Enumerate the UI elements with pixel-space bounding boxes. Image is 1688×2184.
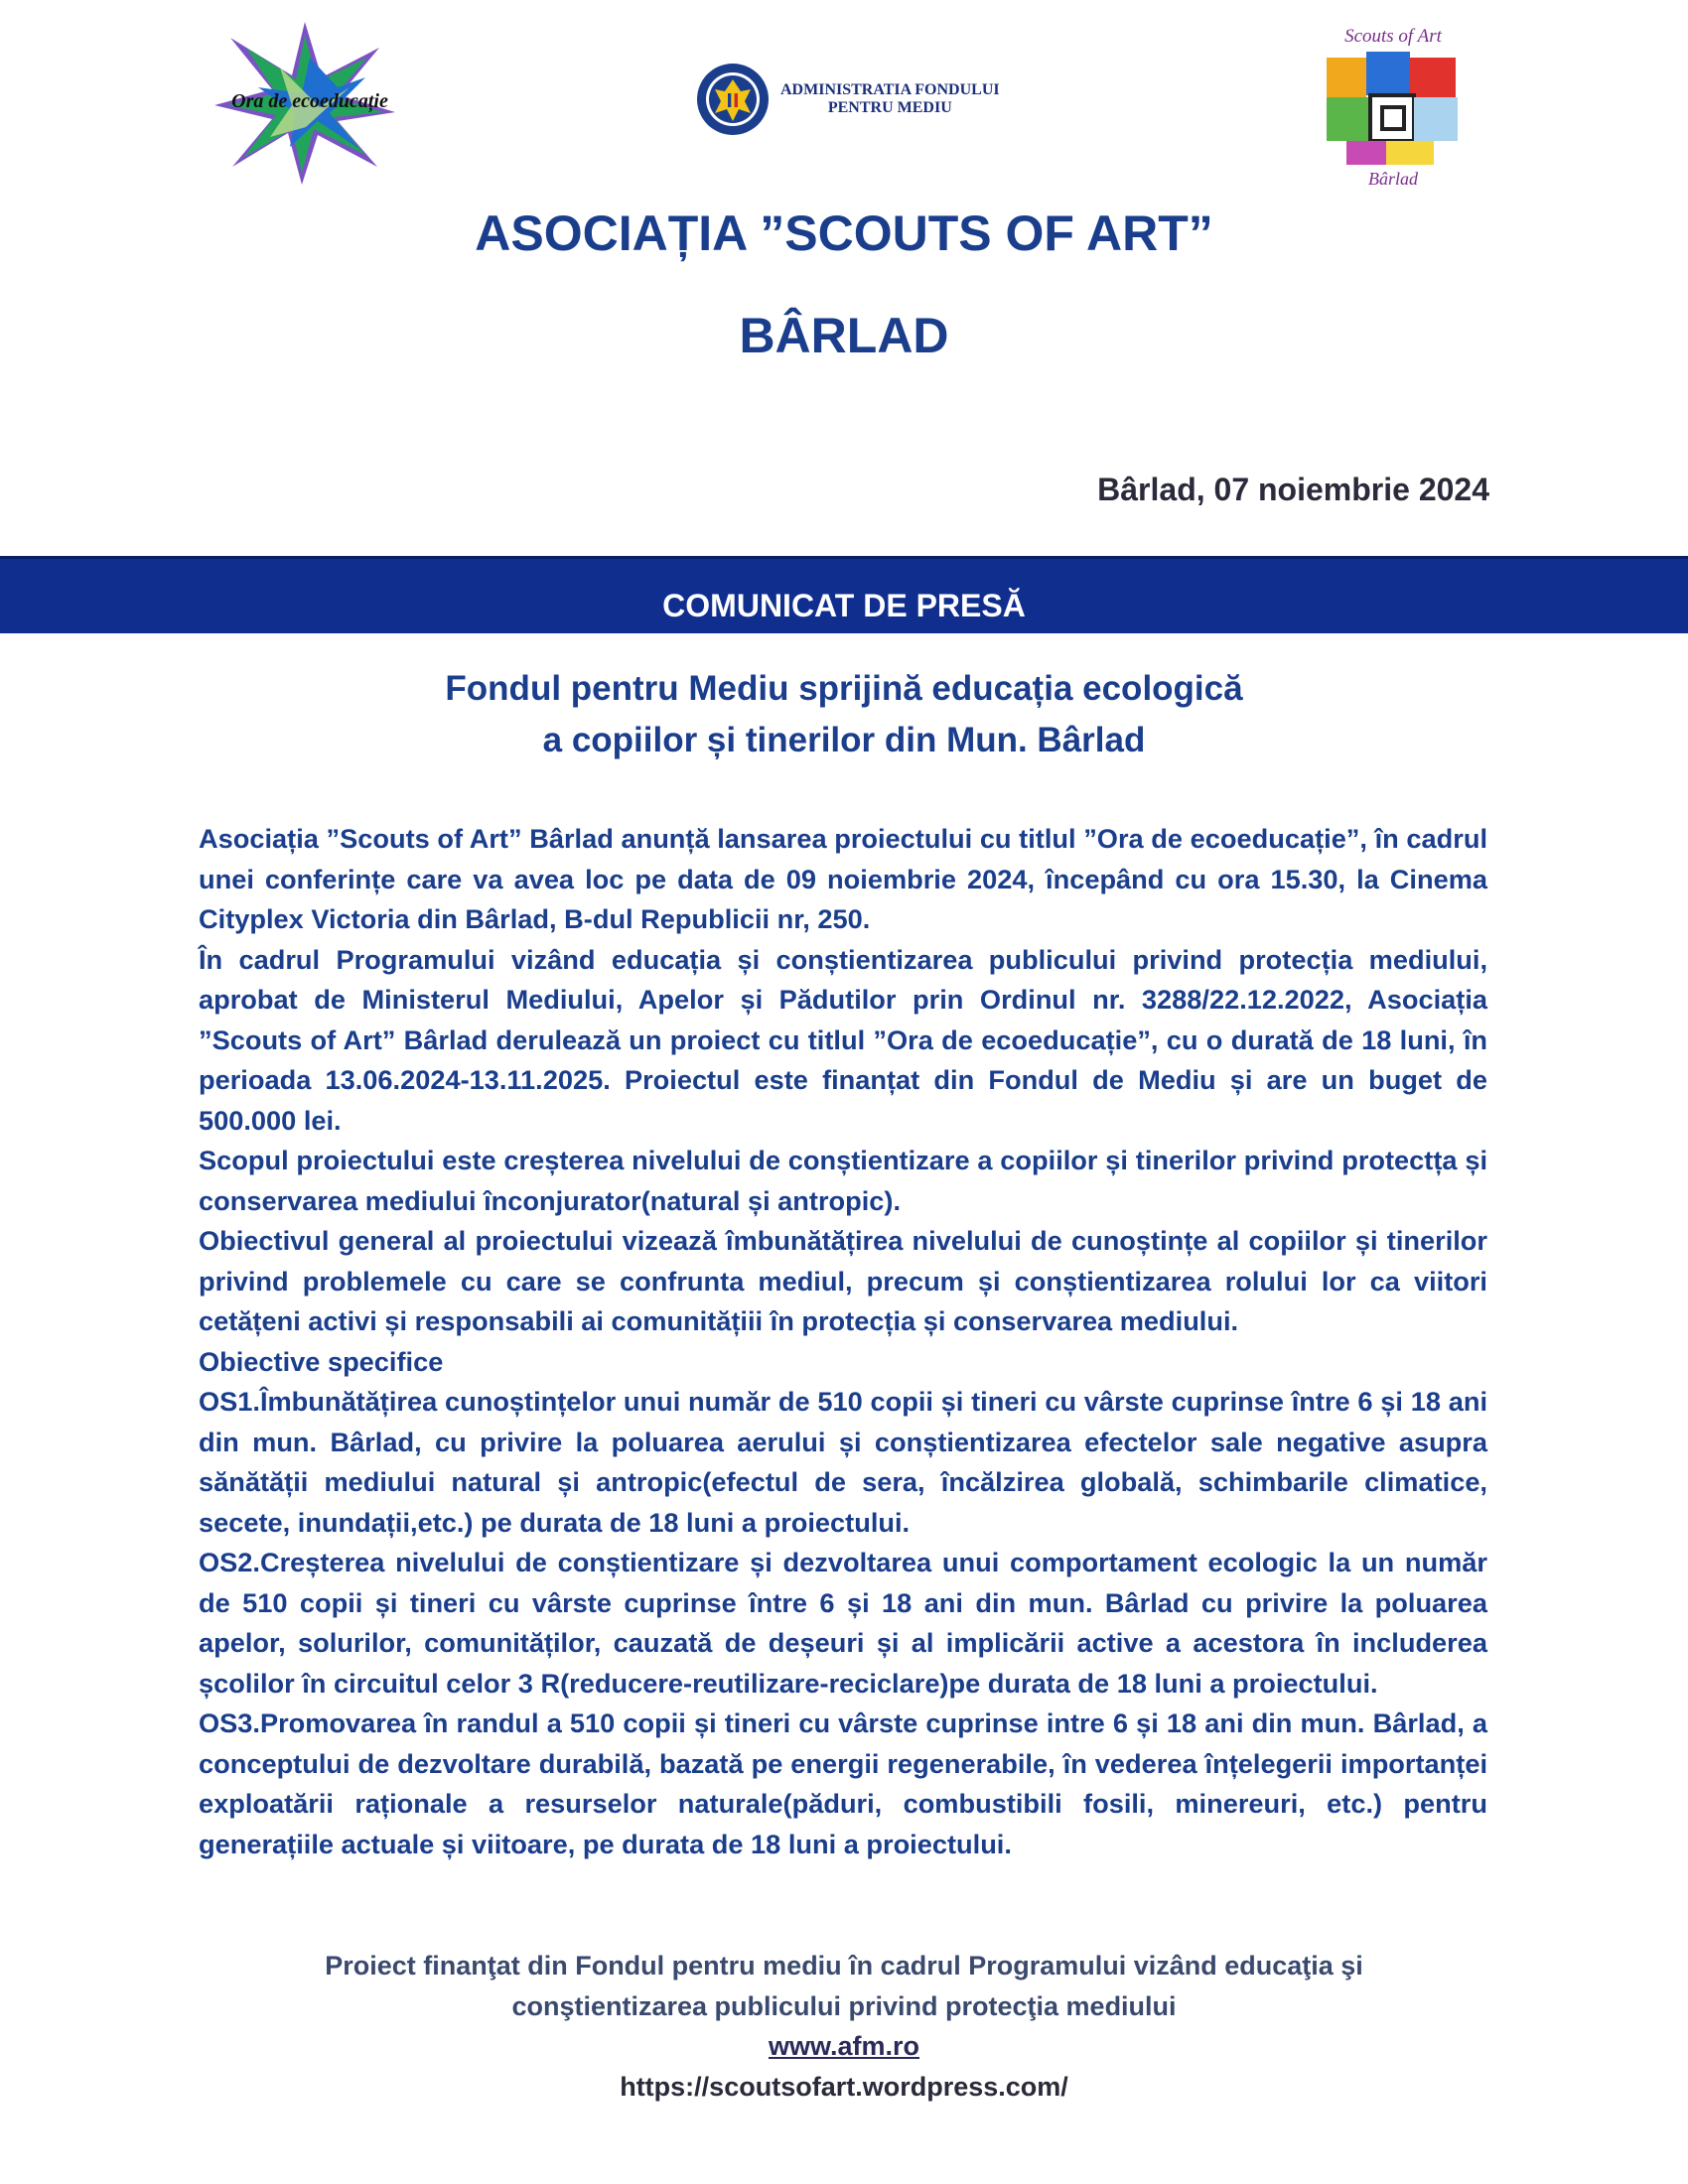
right-logo-city: Bârlad — [1367, 169, 1419, 189]
footer — [0, 1946, 1688, 2107]
headline — [0, 663, 1688, 766]
footer-funding-line-1: Proiect finanţat din Fondul pentru mediu în cadrul Programului vizând educaţia şi — [325, 1951, 1363, 1980]
afm-website-link[interactable]: www.afm.ro — [768, 2031, 920, 2061]
scouts-of-art-logo — [1319, 22, 1468, 191]
headline-line-1: Fondul pentru Mediu sprijină educația ecologică — [445, 669, 1243, 708]
footer-funding-line-2: conştientizarea publicului privind protecţia mediului — [511, 1990, 1177, 2021]
afm-logo — [695, 60, 1000, 139]
headline-line-2: a copiilor și tinerilor din Mun. Bârlad — [542, 721, 1146, 759]
right-logo-title: Scouts of Art — [1344, 26, 1442, 47]
ora-de-ecoeducatie-logo — [211, 18, 399, 187]
document-date: Bârlad, 07 noiembrie 2024 — [1097, 472, 1489, 507]
organization-title: ASOCIAȚIA ”SCOUTS OF ART” — [475, 205, 1213, 261]
guvernul-romaniei-seal-icon — [695, 62, 771, 137]
body-paragraph: Asociația ”Scouts of Art” Bârlad anunță lansarea proiectului cu titlul ”Ora de ecoeducație”, în cadrul unei conferințe care va avea loc pe data de 09 noiembrie 2024, începând cu ora 15.30, la Cinema Cityplex Victoria din Bârlad, B-dul Republicii nr, 250. — [199, 823, 1487, 934]
press-release-banner-label: COMUNICAT DE PRESĂ — [662, 588, 1026, 623]
scouts-website-link[interactable]: https://scoutsofart.wordpress.com/ — [620, 2071, 1068, 2102]
organization-city: BÂRLAD — [739, 308, 949, 363]
body-paragraph: Obiectivul general al proiectului vizează îmbunătățirea nivelului de cunoștințe al copiilor și tinerilor privind problemele cu care se confrunta mediul, precum și conștientizarea rolului lor ca viitori cetățeni activi și responsabili ai comunitățiii în protecția și conservarea mediului. — [199, 1225, 1487, 1336]
body-paragraph: OS2.Creșterea nivelului de conștientizare și dezvoltarea unui comportament ecologic la un număr de 510 copii și tineri cu vârste cuprinse între 6 și 18 ani din mun. Bârlad cu privire la poluarea apelor, solurilor, comunităților, cauzată de deșeuri și al implicării active a acestora în includerea școlilor în circuitul celor 3 R(reducere-reutilizare-reciclare)pe durata de 18 luni a proiectului. — [199, 1547, 1487, 1699]
left-logo-text: Ora de ecoeducație — [231, 90, 388, 112]
body-paragraph: Scopul proiectului este creșterea nivelului de conștientizare a copiilor și tinerilor privind protectța și conservarea mediului înconjurator(natural și antropic). — [199, 1145, 1487, 1216]
body-paragraph: OS3.Promovarea în randul a 510 copii și tineri cu vârste cuprinse intre 6 și 18 ani din mun. Bârlad, a conceptului de dezvoltare durabilă, bazată pe energii regenerabile, în vederea înțelegerii importanței exploatării raționale a resurselor naturale(păduri, combustibili fosili, minereuri, etc.) pentru generațiile actuale și viitoare, pe durata de 18 luni a proiectului. — [199, 1707, 1487, 1859]
afm-logo-text: ADMINISTRATIA FONDULUI PENTRU MEDIU — [780, 81, 1000, 116]
body-paragraph: În cadrul Programului vizând educația și conștientizarea publicului privind protecția mediului, aprobat de Ministerul Mediului, Apelor și Pădutilor prin Ordinul nr. 3288/22.12.2022, Asociația ”Scouts of Art” Bârlad derulează un proiect cu titlul ”Ora de ecoeducație”, cu o durată de 18 luni, în perioada 13.06.2024-13.11.2025. Proiectul este finanțat din Fondul de Mediu și are un buget de 500.000 lei. — [199, 943, 1487, 1136]
body-paragraph: OS1.Îmbunătățirea cunoștințelor unui număr de 510 copii și tineri cu vârste cuprinse între 6 și 18 ani din mun. Bârlad, cu privire la poluarea aerului și conștientizarea efectelor sale negative asupra sănătății mediului natural și antropic(efectul de sera, încălzirea globală, schimbarile climatice, secete, inundații,etc.) pe durata de 18 luni a proiectului. — [199, 1386, 1487, 1538]
press-release-body — [199, 819, 1487, 1864]
body-paragraph: Obiective specifice — [199, 1345, 444, 1377]
